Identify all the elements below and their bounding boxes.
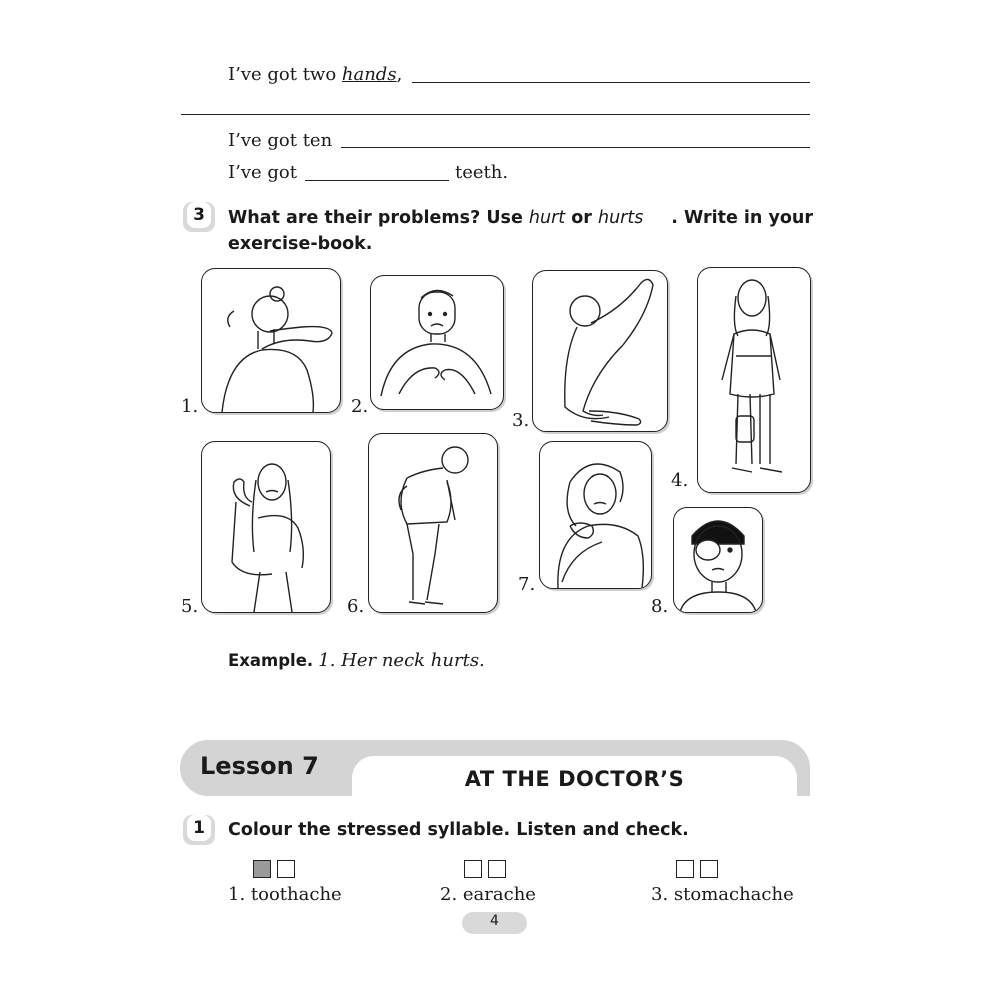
picture-card-7 (539, 441, 652, 589)
exercise-3-instruction: What are their problems? Use hurt or hurts . Write in your exercise-book. (228, 208, 813, 254)
neck-pain-icon (202, 269, 340, 412)
syllable-box-2a[interactable] (464, 860, 482, 878)
writing-line-2[interactable] (181, 114, 810, 115)
lesson-label: Lesson 7 (200, 752, 319, 780)
sentence-hands: I’ve got two hands, (228, 64, 403, 85)
picture-card-3 (532, 270, 668, 432)
sentence-teeth-prefix: I’ve got (228, 162, 297, 183)
example-label: Example. (228, 651, 314, 670)
picture-label-3: 3. (512, 410, 530, 431)
picture-card-2 (370, 275, 504, 410)
picture-label-1: 1. (181, 396, 199, 417)
picture-label-4: 4. (671, 470, 689, 491)
picture-card-1 (201, 268, 341, 413)
lesson-title: AT THE DOCTOR’S (464, 767, 685, 791)
back-pain-icon (369, 434, 497, 612)
picture-label-2: 2. (351, 396, 369, 417)
knee-pain-icon (533, 271, 667, 431)
syllable-box-3b[interactable] (700, 860, 718, 878)
picture-label-6: 6. (347, 596, 365, 617)
picture-label-5: 5. (181, 596, 199, 617)
bandaged-leg-icon (698, 268, 810, 492)
picture-label-8: 8. (651, 596, 669, 617)
page-number: 4 (490, 913, 499, 929)
syllable-box-1b[interactable] (277, 860, 295, 878)
exercise-3-number-badge: 3 (183, 202, 215, 232)
word-stomachache: 3. stomachache (651, 884, 794, 905)
syllable-box-2b[interactable] (488, 860, 506, 878)
sentence-ten: I’ve got ten (228, 130, 333, 151)
syllable-box-1a[interactable] (253, 860, 271, 878)
example-line (228, 650, 485, 671)
exercise-1-number-badge: 1 (183, 815, 215, 845)
picture-card-5 (201, 441, 331, 613)
writing-blank-teeth[interactable] (305, 180, 449, 181)
exercise-1-instruction: Colour the stressed syllable. Listen and check. (228, 820, 689, 840)
picture-label-7: 7. (518, 574, 536, 595)
example-text: 1. Her neck hurts. (318, 650, 485, 671)
word-earache: 2. earache (440, 884, 536, 905)
example-word-hands: hands (341, 64, 397, 85)
writing-line-3[interactable] (341, 147, 810, 148)
syllable-box-3a[interactable] (676, 860, 694, 878)
eye-patch-icon (674, 508, 762, 612)
picture-card-6 (368, 433, 498, 613)
word-toothache: 1. toothache (228, 884, 342, 905)
writing-line-1[interactable] (412, 82, 810, 83)
picture-card-8 (673, 507, 763, 613)
stomach-pain-icon (371, 276, 503, 409)
picture-card-4 (697, 267, 811, 493)
elbow-pain-icon (202, 442, 330, 612)
sentence-teeth-suffix: teeth. (455, 162, 509, 183)
shoulder-pain-icon (540, 442, 651, 588)
